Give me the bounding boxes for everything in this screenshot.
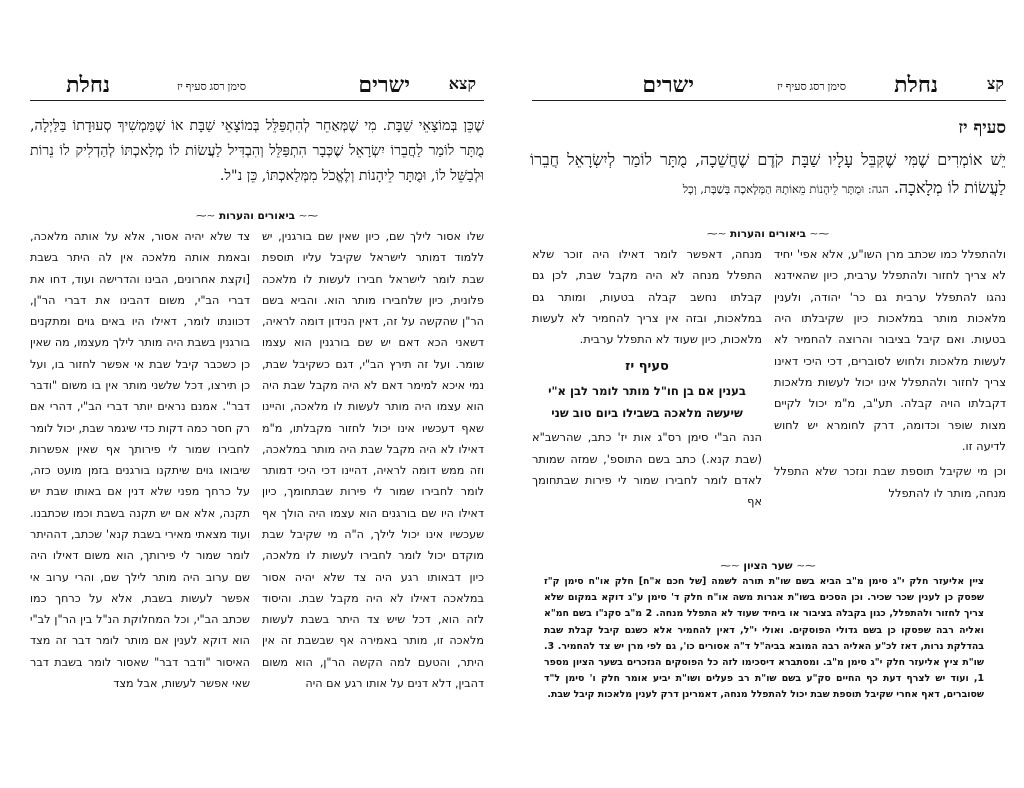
header-book: ישרים [358, 72, 410, 97]
commentary-heading: ⁓∽ ביאורים והערות ∽⁓ [707, 228, 829, 240]
header-rule [532, 100, 1006, 101]
commentary-column-left: צד שלא יהיה אסור, אלא על אותה מלאכה, ובאמת אותה מלאכה אין לה היתר בשבת [וקצת אחרונים, הבינו והדרישה ועוד, דחו את דברי הב"י, משום דהבינו את דברי הר"ן, דכוונתו לומר, דאילו היו באים גוים ומתקנים בורגנין בשבת היה מותר לילך מעצמו, מה שאין כן כשכבר קיבל שבת אי אפשר לחזור בו, ועל כן תירצו, דכל שלשני מותר אין בו משום "ודבר דבר". אמנם נראים יותר דברי הב"י, דהרי אם רק חסר כמה דקות כדי שיגמר שבת, יכול לומר לחבירו שמור לי פירותך אף שאין אפשרות שיבואו גוים שיתקנו בורגנים בזמן מועט כזה, על כרחך מפני שלא דנין אם באותו שבת יש תקנה, אלא אם יש תקנה בשבת וכמו שכתבנו. ועוד מצאתי מאירי בשבת קנא' שכתב, דההיתר לומר שמור לי פירותך, הוא משום דאילו היה שם ערוב היה מותר לילך שם, והרי ערוב אי אפשר לעשות בשבת, אלא על כרחך כמו שכתב הב"י, וכל המחלוקת הנ"ל בין הר"ן לב"י הוא דוקא לענין אם מותר לומר דבר זה מצד האיסור "ודבר דבר" שאסור לומר בשבת דבר שאי אפשר לעשות, אבל מצד [30, 230, 250, 690]
commentary-column-left [532, 244, 762, 513]
notes-heading: ⁓∽ שער הציון ∽⁓ [720, 560, 816, 572]
commentary-para-text: וכן מי שקיבל תוספת שבת ונזכר שלא התפלל מנחה, מותר לו להתפלל [774, 464, 1006, 500]
right-page [512, 0, 1024, 788]
ornament-icon: ∽⁓ [720, 560, 740, 572]
page-header [512, 72, 1024, 102]
commentary-para: ולהתפלל כמו שכתב מרן השו"ע, אלא אפי' יחיד לא צריך לחזור ולהתפלל ערבית, כיון שהאידנא נהגו להתפלל ערבית גם כר' יהודה, ולענין מלאכות מותר במלאכות כיון שקיבלתו היה בטעות. ואם קיבל בציבור והרוצה להחמיר לא לעשות מלאכות ולחוש לסוברים, דכי היכי דאינו צריך לחזור ולהתפלל אינו יכול לעשות מלאכות דקבלתו הויה קבלה. תע"ב, מ"מ יכול לקיים מצות שופר וכדומה, דרק לחומרא יש לחוש לדיעה זו. [774, 247, 1006, 453]
page-number: קצ [987, 76, 1004, 93]
header-title: נחלת [894, 72, 938, 97]
commentary-para: מנחה, דאפשר לומר דאילו היה זוכר שלא התפלל מנחה לא היה מקבל שבת, לכן גם קבלתו נחשב קבלה בטעות, ומותר גם במלאכות, ובזה אין צריך להחמיר לא לעשות מלאכות, כיון שעוד לא התפלל ערבית. [532, 247, 762, 347]
commentary-para: הנה הב"י סימן רס"ג אות יז' כתב, שהרשב"א (שבת קנא.) כתב בשם התוספ', שמזה שמותר לאדם לומר לחבירו שמור לי פירות שבתחומך אף [532, 430, 762, 509]
commentary-column-right [774, 244, 1006, 504]
commentary-para [774, 461, 1006, 504]
main-text [530, 146, 1006, 202]
commentary-heading: ⁓∽ ביאורים והערות ∽⁓ [196, 210, 318, 222]
ornament-icon: ⁓∽ [809, 228, 829, 240]
header-title: נחלת [66, 72, 110, 97]
header-book: ישרים [642, 72, 694, 97]
main-text-body: יֵשׁ אוֹמְרִים שֶׁמִּי שֶׁקִּבֵּל עָלָיו שַׁבָּת קֹדֶם שֶׁחֲשֵׁכָה, מֻתָּר לוֹמַר לְיִשְׂרָאֵל חֲבֵרוֹ לַעֲשׂוֹת לוֹ מְלָאכָה. [530, 150, 1006, 197]
main-text: שֶׁכֵּן בְּמוֹצָאֵי שַׁבָּת. מִי שֶׁמְּאַחֵר לְהִתְפַּלֵּל בְּמוֹצָאֵי שַׁבָּת אוֹ שֶׁמַּמְשִׁיךְ סְעוּדָתוֹ בַּלַּיְלָה, מֻתָּר לוֹמַר לַחֲבֵרוֹ יִשְׂרָאֵל שֶׁכְּבָר הִתְפַּלֵּל וְהִבְדִּיל לַעֲשׂוֹת לוֹ מְלַאכְתּוֹ לְהַדְלִיק לוֹ נֵרוֹת וּלְבַשֵּׁל לוֹ, וּמֻתָּר לֵיהָנוֹת וְלֶאֱכֹל מִמְּלַאכְתּוֹ, כֵּן נ"ל. [30, 118, 484, 184]
commentary-column-right: שלו אסור לילך שם, כיון שאין שם בורגנין, יש ללמוד דמותר לישראל שקיבל עליו תוספת שבת לומר לישראל חבירו לעשות לו מלאכה פלונית, כיון שלחבירו מותר הוא. והביא בשם הר"ן שהקשה על זה, דאין הנידון דומה לראיה, דשאני הכא דאם יש שם בורגנין הוא עצמו שומר. ועל זה תירץ הב"י, דגם כשקיבל שבת, נמי איכא למימר דאם לא היה מקבל שבת היה הוא עצמו היה מותר לעשות לו מלאכה, והיינו שאף דעכשיו אינו יכול לחזור מקבלתו, מ"מ דאילו לא היה מקבל שבת היה מותר במלאכה, וזה ממש דומה לראיה, דהיינו דכי היכי דמותר לומר לחבירו שמור לי פירות שבתחומך, כיון דאילו היו שם בורגנים הוא עצמו היה הולך אף שעכשיו אינו יכול לילך, ה"ה מי שקיבל שבת מוקדם יכול לומר לחבירו לעשות לו מלאכה, כיון דבאותו רגע היה צד שלא יהיה אסור במלאכה דאילו לא היה מקבל שבת. והיסוד לזה הוא, דכל שיש צד היתר בשבת לעשות מלאכה זו, מותר באמירה אף שבשבת זה אין היתר, והטעם למה הקשה הר"ן, הוא משום דהבין, דלא דנים על אותו רגע אם היה [262, 230, 484, 690]
main-text-gloss: הגה: וּמֻתָּר לֵיהָנוֹת מֵאוֹתָהּ הַמְּלָאכָה בְּשַׁבָּת, וְכָל [682, 182, 889, 196]
ornament-icon: ∽⁓ [196, 210, 216, 222]
page-number: קצא [448, 76, 476, 93]
subsection-title: סעיף יז [625, 358, 669, 374]
ornament-icon: ⁓∽ [298, 210, 318, 222]
subsection-heading: בענין אם בן חו"ל מותר לומר לבן א"י שיעשה מלאכה בשבילו ביום טוב שני [548, 383, 746, 420]
page-header [0, 72, 512, 102]
ornament-icon: ⁓∽ [796, 560, 816, 572]
section-title: סעיף יז [958, 118, 1006, 138]
ornament-icon: ∽⁓ [707, 228, 727, 240]
header-rule [30, 100, 484, 101]
footnotes: ציין אליעזר חלק י"ג סימן מ"ב הביא בשם שו"ת תורה לשמה [של חכם א"ח] חלק או"ח סימן ק"ז שפסק כן לענין שכר שכיר. וכן הסכים בשו"ת אגרות משה או"ח חלק ד' סימן ע"ג דוקא במקום שלא צריך לחזור ולהתפלל, כגון בקבלה בציבור או ביחיד שעוד לא התפלל מנחה. 2 מ"ב סקנ"ו בשם חמ"א ואליה רבה שפסקו כן בשם גדולי הפוסקים. ואולי י"ל, דאין להחמיר אלא כשגם קיבל קבלת שבת בהדלקת נרות, דאז לכ"ע האליה רבה המובא בביה"ל ד"ה אסורים כו', גם לפי מרן יש צד להחמיר. 3. שו"ת ציץ אליעזר חלק י"ג סימן מ"ב. ומסתברא דיסכימו לזה כל הפוסקים הנזכרים בשער הציון מספר 1, ועוד יש לצרף דעת כף החיים סק"ע בשם שו"ת רב פעלים ושו"ת יביע אומר חלק ו' סימן ל"ד שסוברים, דאף אחרי שקיבל תוספת שבת יכול להתפלל מנחה, דאמרינן דרק לענין מלאכות קיבל שבת. [544, 576, 984, 701]
header-siman: סימן רסג סעיף יז [176, 81, 246, 93]
header-siman: סימן רסג סעיף יז [776, 81, 846, 93]
